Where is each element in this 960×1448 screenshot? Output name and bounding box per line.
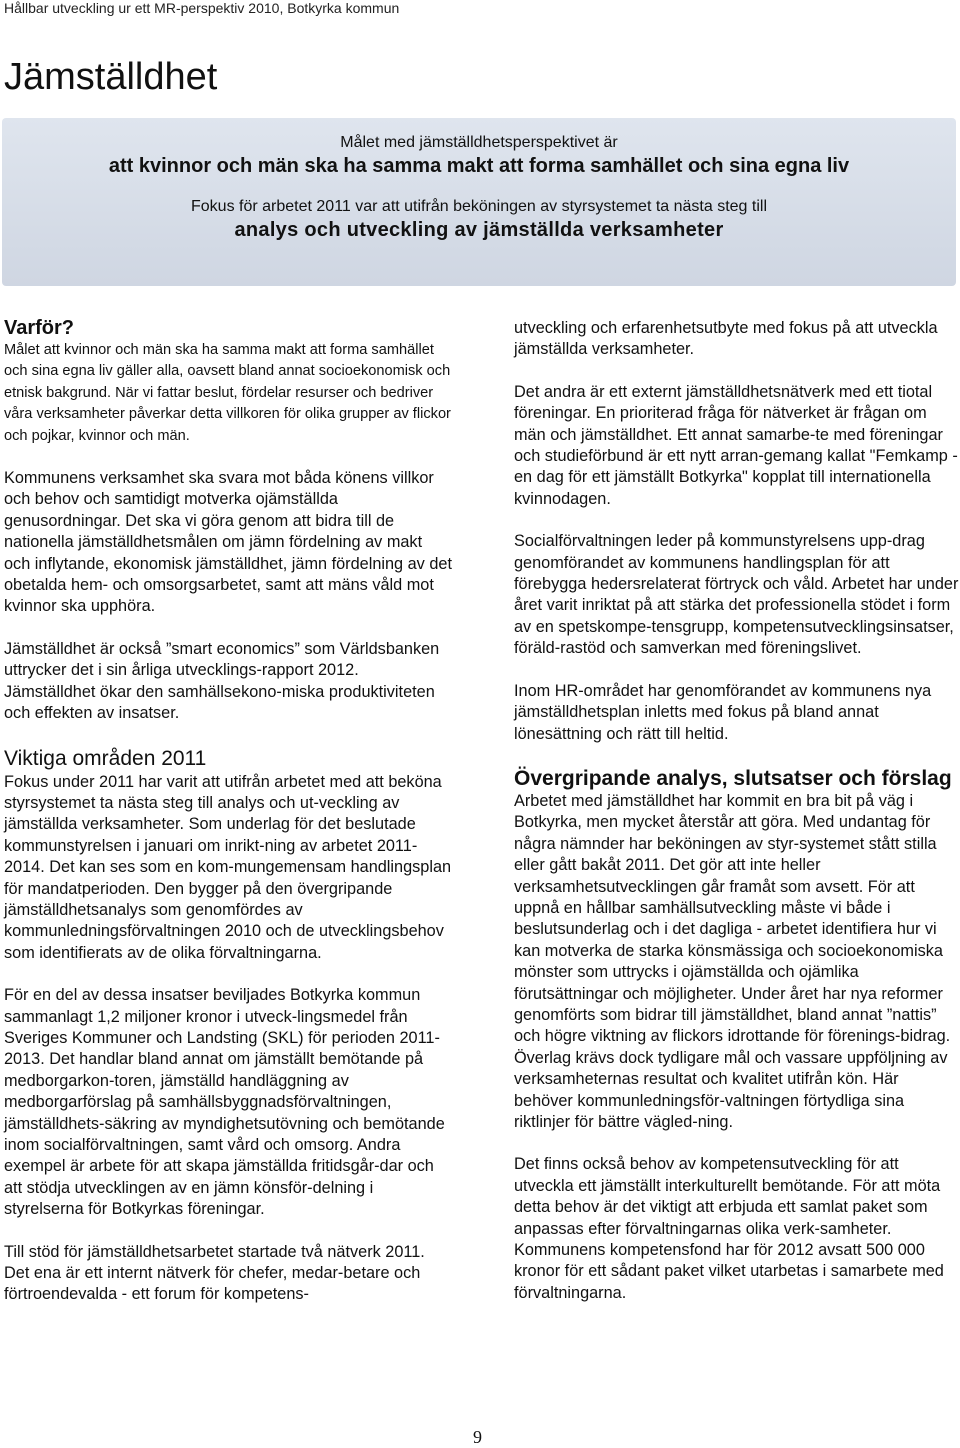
heading-varfor: Varför? [4, 317, 75, 339]
paragraph-network-continued: utveckling och erfarenhetsutbyte med fokus på att utveckla jämställda verksamheter. [514, 319, 938, 359]
page-title: Jämställdhet [4, 56, 218, 98]
running-header: Hållbar utveckling ur ett MR-perspektiv 2010, Botkyrka kommun [4, 0, 400, 16]
paragraph-why: Målet att kvinnor och män ska ha samma makt att forma samhället och sina egna liv gäller alla, oavsett bland annat socioekonomisk och etnisk bakgrund. När vi fattar beslut, fördelar resurser och bedriver våra verksamheter påverkar detta villkoren för olika grupper av flickor och pojkar, kvinnor och män. [4, 342, 451, 444]
paragraph-networks: Till stöd för jämställdhetsarbetet startade två nätverk 2011. Det ena är ett internt nätverk för chefer, medar-betare och förtroendevalda - ett forum för kompetens- [4, 1242, 425, 1304]
paragraph-skl-funding: För en del av dessa insatser beviljades Botkyrka kommun sammanlagt 1,2 miljoner kronor i utveck-lingsmedel från Sveriges Kommuner och Landsting (SKL) för perioden 2011-2013. Det handlar bland annat om jämställt bemötande på medborgarkon-toren, jämställd handläggning av medborgarförslag på samhällsbyggnadsförvaltningen, jämställdhets-säkring av myndighetsutövning och bemötande inom socialförvaltningen, samt vård och omsorg. Andra exempel är arbete för att skapa jämställda fritidsgår-dar och att stödja utvecklingen av en jämn könsför-delning i styrelserna för Botkyrkas föreningar. [4, 986, 445, 1219]
banner-goal-statement: att kvinnor och män ska ha samma makt att forma samhället och sina egna liv [108, 155, 850, 177]
paragraph-honour-violence: Socialförvaltningen leder på kommunstyrelsens upp-drag genomförandet av kommunens handlingsplan för att förebygga hedersrelaterat förtryck och våld. Arbetet har under året varit inriktat på att stärka det professionella stödet i form av en spetskompe-tensgrupp, kompetensutvecklingsinsatser, föräld-rastöd och samverkan med föreningslivet. [514, 532, 959, 658]
heading-analys: Övergripande analys, slutsatser och förslag [514, 766, 952, 790]
paragraph-focus-2011: Fokus under 2011 har varit att utifrån arbetet med att beköna styrsystemet ta nästa steg till analys och ut-veckling av jämställda verksamheter. Som underlag för det beslutade kommunstyrelsen i januari om inrikt-ning av arbetet 2011-2014. Det kan ses som en kom-mungemensam handlingsplan för mandatperioden. Den bygger på den övergripande jämställdhetsanalys som genomfördes av kommunledningsförvaltningen 2010 och de utvecklingsbehov som identifierats av de olika förvaltningarna. [4, 772, 452, 962]
page-number: 9 [473, 1427, 482, 1447]
banner-focus-intro: Fokus för arbetet 2011 var att utifrån beköningen av styrsystemet ta nästa steg till [191, 198, 767, 215]
goal-banner [2, 118, 956, 286]
right-column [514, 318, 960, 1325]
banner-goal-intro: Målet med jämställdhetsperspektivet är [340, 134, 618, 151]
banner-focus-statement: analys och utveckling av jämställda verksamheter [234, 219, 724, 241]
paragraph-smart-economics: Jämställdhet är också ”smart economics” som Världsbanken uttrycker det i sin årliga utvecklings-rapport 2012. Jämställdhet ökar den samhällsekono-miska produktiviteten och effekten av insatser. [4, 639, 440, 723]
paragraph-analysis: Arbetet med jämställdhet har kommit en bra bit på väg i Botkyrka, men mycket återstår att göra. Med undantag för några nämnder har beköningen av styr-systemet stått stilla eller gått bakåt 2011. Det gör att inte heller verksamhetsutvecklingen går framåt som avsett. För att uppnå en hållbar samhällsutveckling måste vi både i beslutsunderlag och i det dagliga - arbetet identifiera hur vi kan motverka de starka könsmässiga och socioekonomiska mönster som uttrycks i ojämställda och ojämlika förutsättningar och möjligheter. Under året har nya reformer genomförts som bidrar till jämställdhet, bland annat ”nattis” och högre viktning av flickors idrottande för förenings-bidrag. Överlag krävs dock tydligare mål och vassare uppföljning av verksamheternas resultat och kvalitet utifrån kön. Här behöver kommunledningsför-valtningen förtydliga sina riktlinjer för bättre vägled-ning. [514, 791, 951, 1131]
paragraph-municipal-activity: Kommunens verksamhet ska svara mot båda könens villkor och behov och samtidigt motverka ojämställda genusordningar. Det ska vi göra genom att bidra till de nationella jämställdhetsmålen om jämn fördelning av makt och inflytande, ekonomisk jämställdhet, jämn fördelning av det obetalda hem- och omsorgsarbetet, samt att mäns våld mot kvinnor ska upphöra. [4, 469, 452, 616]
paragraph-external-network: Det andra är ett externt jämställdhetsnätverk med ett tiotal föreningar. En prioriterad fråga för nätverket är frågan om män och jämställdhet. Ett annat samarbe-te med föreningar och studieförbund är ett nytt arran-gemang kallat "Femkamp - en dag för ett jämställt Botkyrka" kopplat till internationella kvinnodagen. [514, 382, 958, 508]
paragraph-competence: Det finns också behov av kompetensutveckling för att utveckla ett jämställt interkulturellt bemötande. För att möta detta behov är det viktigt att erbjuda ett samlat paket som anpassas efter förvaltningarnas olika verk-samheter. Kommunens kompetensfond har för 2012 avsatt 500 000 kronor för ett sådant paket vilket utarbetas i samarbete med förvaltningarna. [514, 1155, 944, 1302]
paragraph-hr-plan: Inom HR-området har genomförandet av kommunens nya jämställdhetsplan inletts med fokus på bland annat lönesättning och rätt till heltid. [514, 681, 932, 743]
heading-viktiga-omraden: Viktiga områden 2011 [4, 746, 207, 770]
left-column [4, 316, 452, 1327]
